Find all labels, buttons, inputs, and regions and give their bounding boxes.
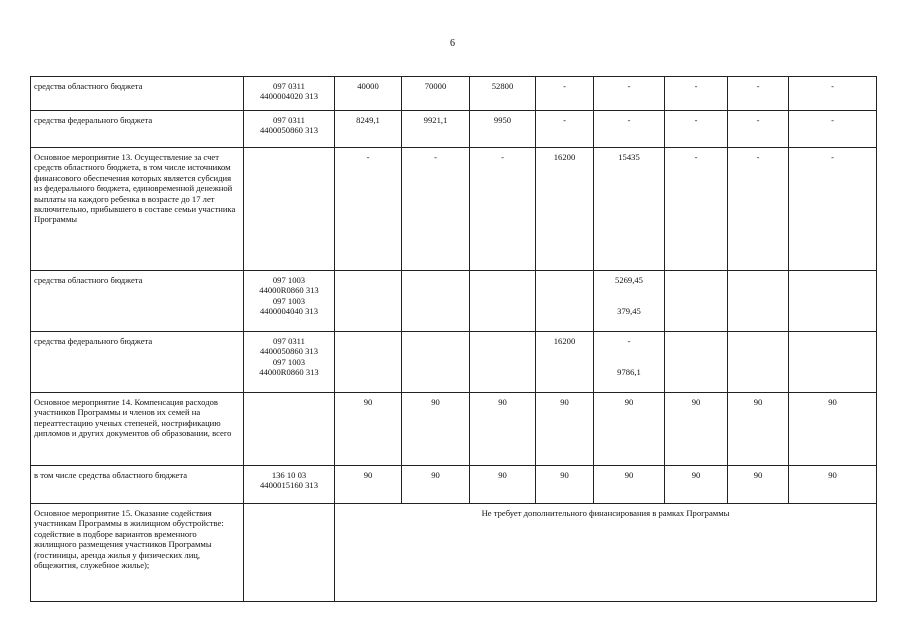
row-description: средства федерального бюджета bbox=[31, 111, 244, 148]
value-amount: 9786,1 bbox=[617, 367, 641, 378]
value-cell: 8249,1 bbox=[335, 111, 402, 148]
value-cell bbox=[402, 271, 470, 332]
value-cell bbox=[594, 332, 665, 393]
value-cell: 90 bbox=[728, 393, 789, 466]
value-cell: 90 bbox=[470, 466, 536, 504]
value-cell: 70000 bbox=[402, 77, 470, 111]
value-cell: - bbox=[728, 148, 789, 271]
value-cell bbox=[665, 332, 728, 393]
budget-code: 097 1003 bbox=[272, 356, 306, 367]
budget-code: 4400004020 313 bbox=[259, 91, 318, 102]
budget-code: 097 1003 bbox=[272, 275, 306, 285]
value-cell: - bbox=[402, 148, 470, 271]
value-cell: 15435 bbox=[594, 148, 665, 271]
value-cell: 90 bbox=[335, 466, 402, 504]
value-cell: - bbox=[536, 111, 594, 148]
budget-code: 097 0311 bbox=[273, 115, 305, 125]
value-cell: 90 bbox=[728, 466, 789, 504]
value-cell: 9921,1 bbox=[402, 111, 470, 148]
financing-note: Не требует дополнительного финансирования в рамках Программы bbox=[335, 504, 877, 602]
value-cell: - bbox=[536, 77, 594, 111]
row-description-text: Основное мероприятие 14. Компенсация расходов участников Программы и членов их семей на переаттестацию ученых степеней, нострификацию дипломов и других документов об образовании, всего bbox=[34, 397, 232, 439]
row-description: средства областного бюджета bbox=[31, 77, 244, 111]
value-cell: - bbox=[470, 148, 536, 271]
budget-code: 097 0311 bbox=[273, 336, 305, 346]
value-cell: 90 bbox=[789, 466, 877, 504]
value-cell bbox=[335, 332, 402, 393]
budget-code-cell bbox=[244, 504, 335, 602]
value-cell: 90 bbox=[594, 393, 665, 466]
table-row bbox=[31, 466, 877, 504]
value-cell bbox=[594, 271, 665, 332]
value-cell: 90 bbox=[665, 466, 728, 504]
value-amount: 5269,45 bbox=[615, 275, 643, 285]
table-row bbox=[31, 271, 877, 332]
value-cell: - bbox=[789, 148, 877, 271]
value-cell bbox=[536, 271, 594, 332]
value-cell: - bbox=[665, 77, 728, 111]
row-description-text: Основное мероприятие 15. Оказание содействия участникам Программы в жилищном обустройстве: содействие в подборе вариантов временного жилищного размещения участников Программы (гостиницы, аренда жилья у физических лиц, общежития, служебное жилье); bbox=[34, 508, 224, 571]
value-cell bbox=[789, 332, 877, 393]
value-cell: 9950 bbox=[470, 111, 536, 148]
value-cell: - bbox=[594, 111, 665, 148]
value-cell bbox=[665, 271, 728, 332]
value-cell: 52800 bbox=[470, 77, 536, 111]
table-row bbox=[31, 77, 877, 111]
value-cell: 16200 bbox=[536, 332, 594, 393]
budget-code: 44000R0860 313 bbox=[259, 285, 319, 296]
value-cell: - bbox=[665, 111, 728, 148]
value-amount: - bbox=[627, 336, 631, 346]
value-cell: 90 bbox=[665, 393, 728, 466]
budget-code: 097 0311 bbox=[273, 81, 305, 91]
value-cell bbox=[470, 271, 536, 332]
value-cell: 90 bbox=[536, 393, 594, 466]
value-cell: 90 bbox=[335, 393, 402, 466]
value-cell: 90 bbox=[536, 466, 594, 504]
budget-code: 4400050860 313 bbox=[259, 125, 318, 136]
value-cell bbox=[728, 332, 789, 393]
table-row bbox=[31, 393, 877, 466]
value-cell: - bbox=[789, 111, 877, 148]
row-description bbox=[31, 148, 244, 271]
budget-code-cell bbox=[244, 111, 335, 148]
row-description: в том числе средства областного бюджета bbox=[31, 466, 244, 504]
value-cell bbox=[728, 271, 789, 332]
value-cell bbox=[789, 271, 877, 332]
value-cell: 90 bbox=[594, 466, 665, 504]
budget-code-cell bbox=[244, 271, 335, 332]
page-number: 6 bbox=[450, 38, 455, 49]
value-cell: - bbox=[789, 77, 877, 111]
budget-code-cell bbox=[244, 148, 335, 271]
value-cell: 90 bbox=[402, 466, 470, 504]
table-row bbox=[31, 332, 877, 393]
budget-code: 136 10 03 bbox=[271, 470, 307, 480]
value-cell: 90 bbox=[470, 393, 536, 466]
row-description: средства федерального бюджета bbox=[31, 332, 244, 393]
budget-code: 4400004040 313 bbox=[259, 306, 318, 317]
budget-code: 097 1003 bbox=[272, 295, 306, 306]
budget-code-cell bbox=[244, 332, 335, 393]
value-cell: - bbox=[728, 77, 789, 111]
row-description bbox=[31, 504, 244, 602]
table-row bbox=[31, 111, 877, 148]
value-amount: 379,45 bbox=[617, 306, 641, 317]
budget-table bbox=[30, 76, 877, 602]
budget-code: 4400015160 313 bbox=[259, 480, 318, 491]
row-description: средства областного бюджета bbox=[31, 271, 244, 332]
value-cell: - bbox=[594, 77, 665, 111]
table-row bbox=[31, 504, 877, 602]
budget-code-cell bbox=[244, 77, 335, 111]
budget-code: 44000R0860 313 bbox=[259, 367, 319, 378]
value-cell bbox=[402, 332, 470, 393]
table-row bbox=[31, 148, 877, 271]
value-cell: 90 bbox=[789, 393, 877, 466]
value-cell: - bbox=[665, 148, 728, 271]
value-cell bbox=[470, 332, 536, 393]
value-cell: - bbox=[335, 148, 402, 271]
value-cell: 90 bbox=[402, 393, 470, 466]
row-description bbox=[31, 393, 244, 466]
budget-code: 4400050860 313 bbox=[259, 346, 318, 357]
value-cell: - bbox=[728, 111, 789, 148]
value-cell bbox=[335, 271, 402, 332]
value-cell: 40000 bbox=[335, 77, 402, 111]
budget-code-cell bbox=[244, 393, 335, 466]
row-description-text: Основное мероприятие 13. Осуществление за счет средств областного бюджета, в том числе источником финансового обеспечения которых является субсидия из федерального бюджета, единовременной денежной выплаты на каждого ребенка в возрасте до 17 лет включительно, прибывшего в составе семьи участника Программы bbox=[34, 152, 236, 225]
value-cell: 16200 bbox=[536, 148, 594, 271]
budget-code-cell bbox=[244, 466, 335, 504]
